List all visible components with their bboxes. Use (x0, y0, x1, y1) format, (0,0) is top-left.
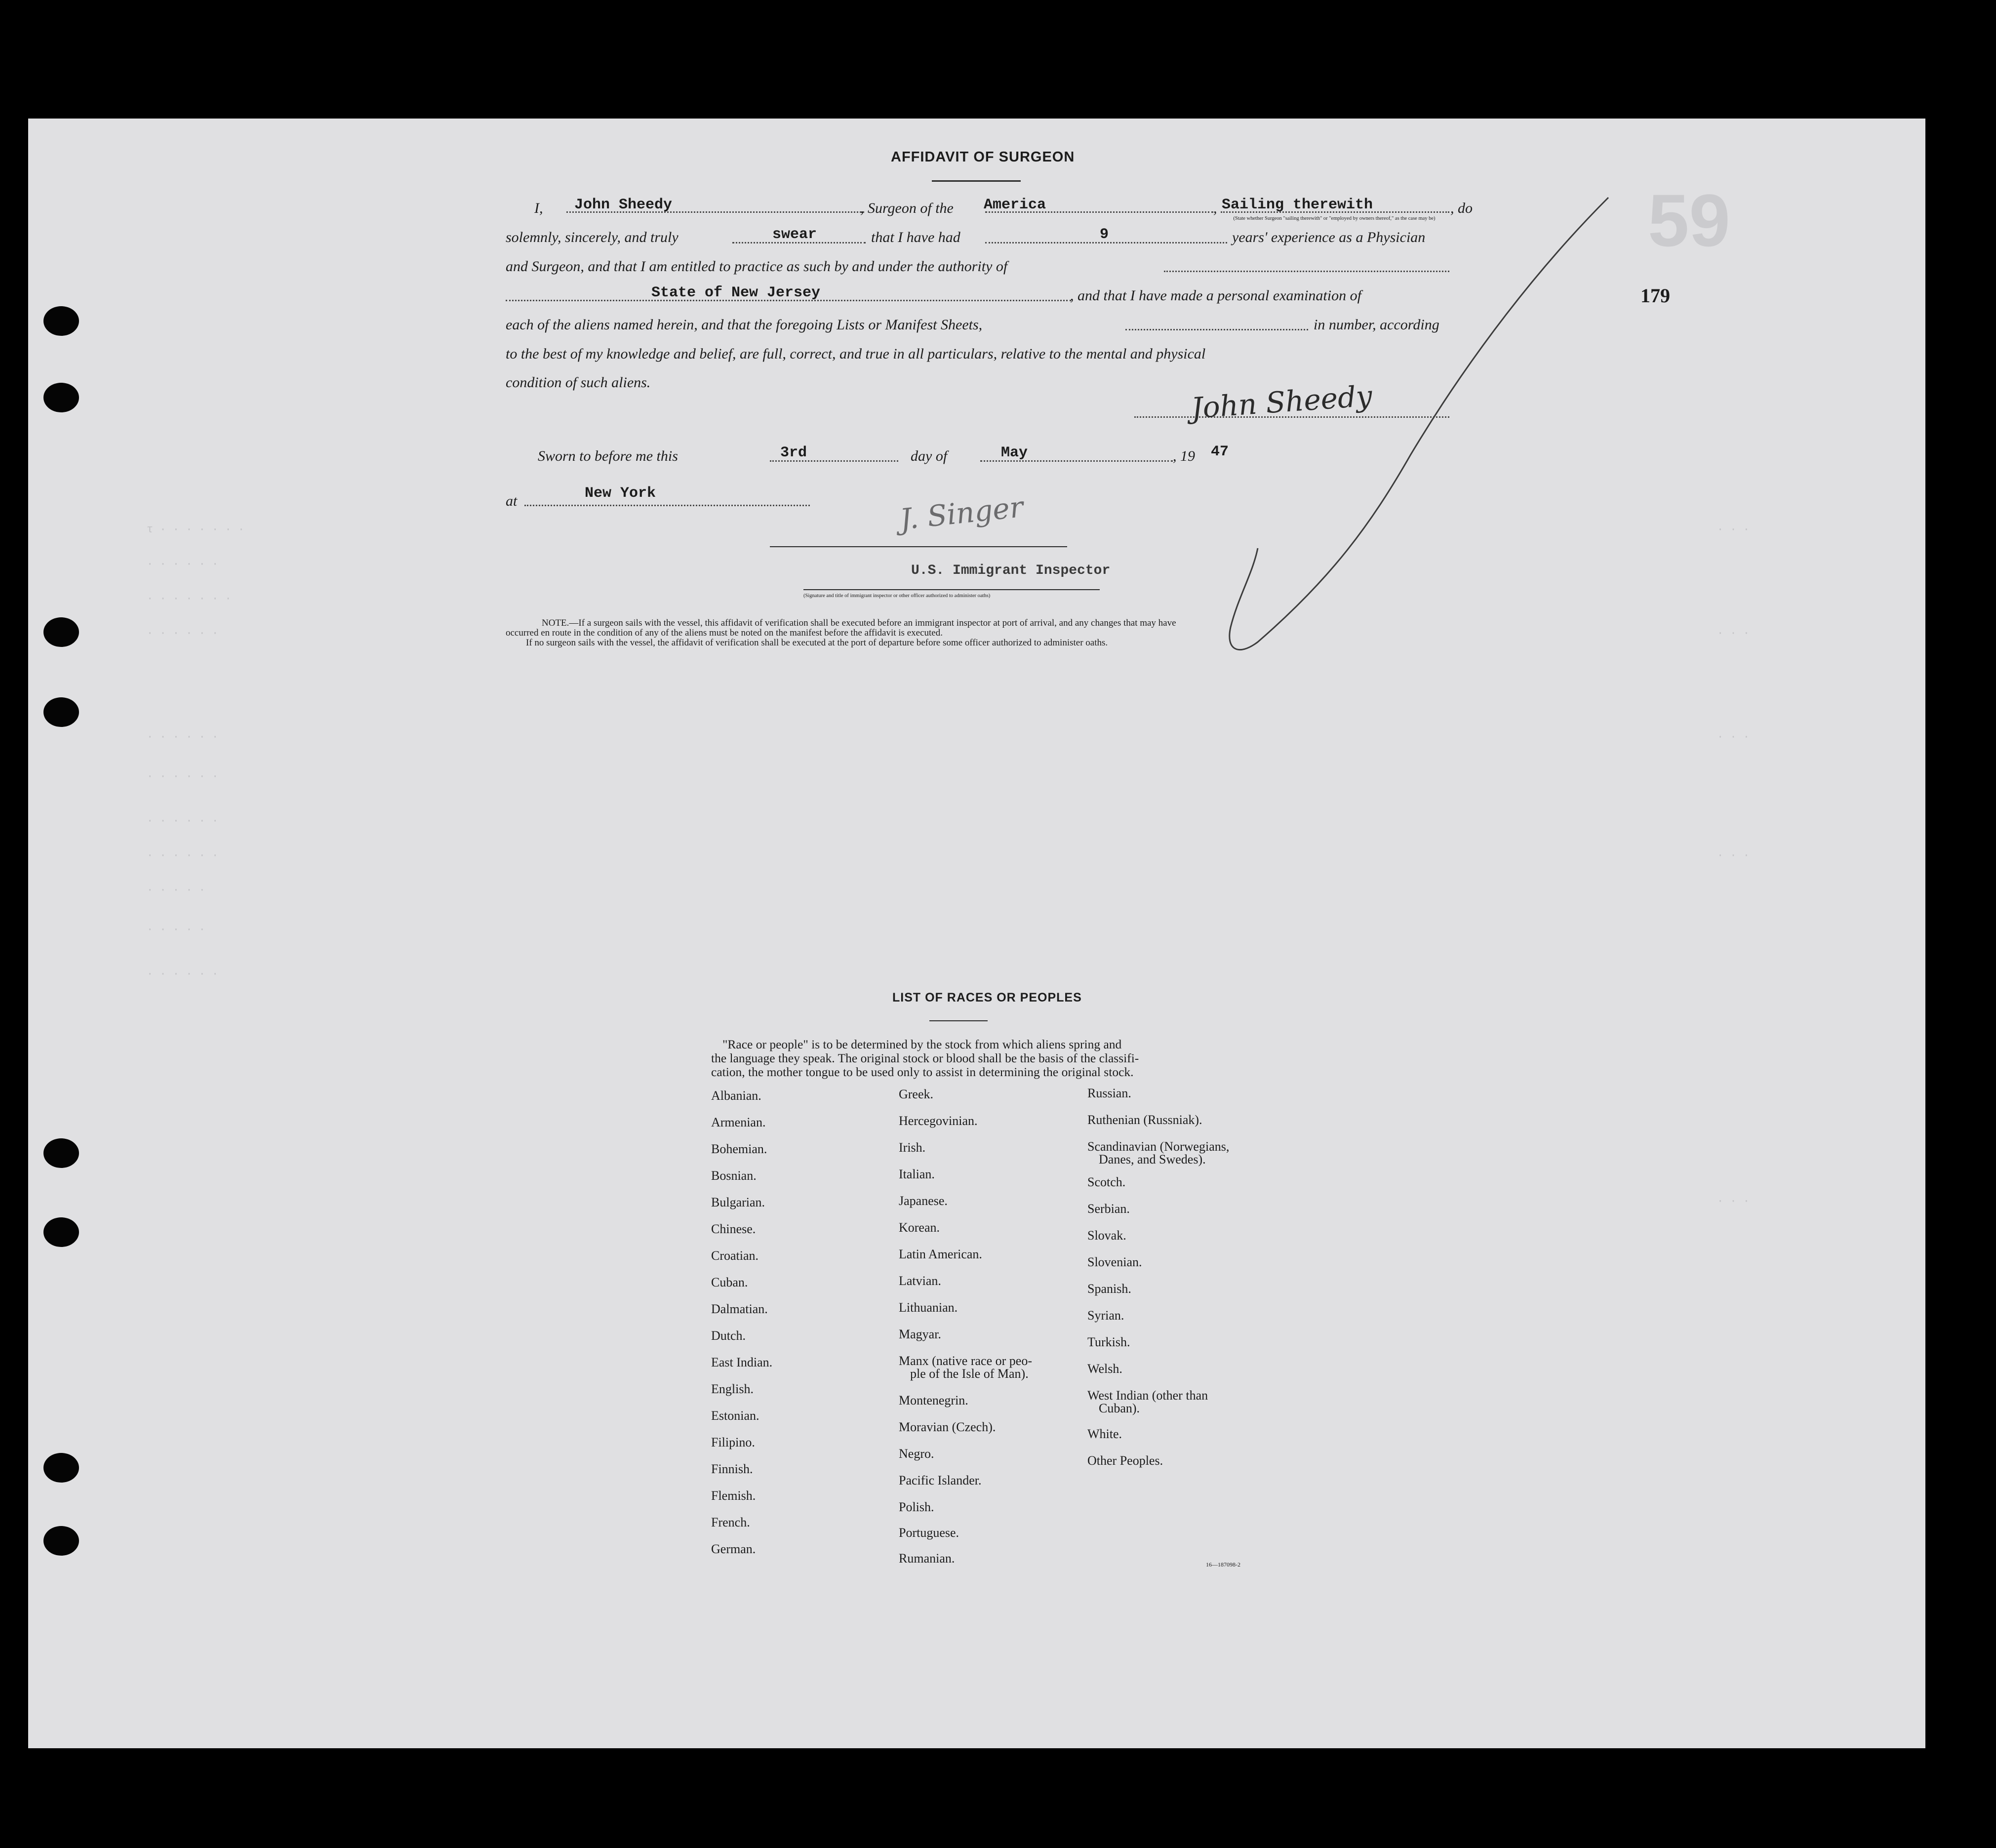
race-item: Bohemian. (711, 1142, 767, 1156)
show-through-text: · · · (1717, 731, 1750, 743)
place-line (524, 505, 810, 506)
at-prefix: at (506, 493, 518, 509)
show-through-text: · · · · · (147, 924, 205, 936)
surgeon-signature: John Sheedy (1190, 379, 1373, 425)
line2-prefix: solemnly, sincerely, and truly (506, 229, 679, 245)
race-item: Italian. (899, 1167, 935, 1181)
affidavit-title: AFFIDAVIT OF SURGEON (891, 149, 1075, 165)
punch-hole (43, 1526, 79, 1556)
races-title: LIST OF RACES OR PEOPLES (892, 991, 1082, 1004)
race-item: ple of the Isle of Man). (910, 1366, 1029, 1381)
race-item: Croatian. (711, 1248, 759, 1263)
race-item: Scotch. (1087, 1175, 1126, 1189)
line5-suffix: in number, according (1314, 317, 1439, 333)
vessel-name: America (984, 197, 1046, 213)
race-item: Slovenian. (1087, 1255, 1142, 1269)
race-item: Dutch. (711, 1328, 746, 1343)
race-item: Turkish. (1087, 1335, 1130, 1349)
race-item: Serbian. (1087, 1202, 1130, 1216)
race-item: Latvian. (899, 1274, 941, 1288)
race-item: Rumanian. (899, 1551, 955, 1566)
race-item: Bulgarian. (711, 1195, 765, 1209)
show-through-text: · · · · · · (147, 770, 219, 783)
race-item: Korean. (899, 1220, 940, 1235)
race-item: Pacific Islander. (899, 1473, 982, 1487)
race-item: Polish. (899, 1500, 934, 1514)
race-item: Manx (native race or peo- (899, 1354, 1032, 1368)
punch-hole (43, 383, 79, 412)
race-item: Finnish. (711, 1462, 753, 1476)
show-through-text: · · · · · · · (147, 593, 232, 605)
title-underline (932, 180, 1021, 182)
line2-middle: that I have had (871, 229, 960, 245)
races-intro-line-3: cation, the mother tongue to be used only to assist in determining the original stock. (711, 1065, 1134, 1079)
inspector-signature: J. Singer (898, 490, 1025, 536)
years-experience: 9 (1100, 226, 1109, 243)
show-through-text: · · · · · · (147, 968, 219, 980)
race-item: West Indian (other than (1087, 1388, 1208, 1403)
line1-surgeon-of: , Surgeon of the (860, 200, 954, 216)
race-item: Cuban). (1099, 1401, 1140, 1415)
sworn-year-prefix: , 19 (1173, 448, 1195, 464)
race-item: Dalmatian. (711, 1302, 768, 1316)
note-line-2: occurred en route in the condition of any of the aliens must be noted on the manifest before the affidavit is executed. (506, 628, 943, 638)
line4-suffix: , and that I have made a personal examination of (1070, 287, 1361, 304)
inspector-title-line (803, 589, 1100, 590)
race-item: Spanish. (1087, 1282, 1131, 1296)
line2-suffix: years' experience as a Physician (1232, 229, 1426, 245)
sworn-place: New York (585, 485, 656, 502)
page-number: 179 (1640, 284, 1670, 307)
punch-hole (43, 697, 79, 727)
licensing-authority: State of New Jersey (651, 284, 821, 301)
race-item: Irish. (899, 1140, 926, 1155)
note-line-1: NOTE.—If a surgeon sails with the vessel, this affidavit of verification shall be executed before an immigrant inspector at port of arrival, and any changes that may have (542, 618, 1176, 628)
race-item: Armenian. (711, 1115, 766, 1129)
races-title-underline (929, 1020, 988, 1021)
punch-hole (43, 1138, 79, 1168)
punch-hole (43, 1217, 79, 1247)
race-item: German. (711, 1542, 756, 1556)
stamp-number: 59 (1648, 179, 1730, 262)
sworn-year: 47 (1211, 443, 1229, 460)
show-through-text: τ · · · · · · · (147, 523, 245, 536)
show-through-text: · · · (1717, 627, 1750, 640)
line1-prefix: I, (534, 200, 543, 216)
race-item: Greek. (899, 1087, 934, 1101)
surgeon-capacity: Sailing therewith (1222, 197, 1373, 213)
race-item: Hercegovinian. (899, 1114, 978, 1128)
race-item: Moravian (Czech). (899, 1420, 996, 1434)
race-item: Syrian. (1087, 1308, 1124, 1323)
oath-word: swear (772, 226, 817, 243)
race-item: Bosnian. (711, 1168, 757, 1183)
punch-hole (43, 1453, 79, 1483)
race-item: Japanese. (899, 1194, 948, 1208)
race-item: East Indian. (711, 1355, 773, 1369)
pen-stroke (1164, 168, 1638, 662)
races-intro-line-2: the language they speak. The original stock or blood shall be the basis of the classifi- (711, 1051, 1139, 1065)
race-item: Montenegrin. (899, 1393, 968, 1407)
sworn-day: 3rd (780, 444, 807, 461)
line7-text: condition of such aliens. (506, 374, 651, 391)
race-item: Cuban. (711, 1275, 748, 1289)
punch-hole (43, 306, 79, 336)
race-item: French. (711, 1515, 750, 1529)
race-item: Albanian. (711, 1088, 761, 1103)
race-item: Latin American. (899, 1247, 982, 1261)
sworn-prefix: Sworn to before me this (538, 448, 678, 464)
sworn-month: May (1001, 444, 1028, 461)
race-item: Magyar. (899, 1327, 941, 1341)
race-item: White. (1087, 1427, 1122, 1441)
inspector-title: U.S. Immigrant Inspector (911, 563, 1111, 578)
race-item: Filipino. (711, 1435, 755, 1449)
show-through-text: · · · · · (147, 884, 205, 896)
note-line-3: If no surgeon sails with the vessel, the affidavit of verification shall be executed at the port of departure before some officer authorized to administer oaths. (526, 638, 1108, 648)
race-item: Welsh. (1087, 1362, 1122, 1376)
race-item: Portuguese. (899, 1526, 959, 1540)
show-through-text: · · · (1717, 1195, 1750, 1207)
line1-comma: , (1213, 200, 1217, 216)
race-item: Other Peoples. (1087, 1453, 1163, 1468)
inspector-signature-line (770, 546, 1067, 547)
race-item: Ruthenian (Russniak). (1087, 1113, 1202, 1127)
show-through-text: · · · · · · (147, 849, 219, 862)
show-through-text: · · · · · · (147, 627, 219, 640)
punch-hole (43, 617, 79, 647)
show-through-text: · · · (1717, 849, 1750, 862)
line6-text: to the best of my knowledge and belief, are full, correct, and true in all particulars, relative to the mental and physical (506, 346, 1206, 362)
line3-text: and Surgeon, and that I am entitled to practice as such by and under the authority of (506, 258, 1008, 275)
race-item: Negro. (899, 1446, 934, 1461)
show-through-text: · · · · · · (147, 731, 219, 743)
races-intro-line-1: "Race or people" is to be determined by the stock from which aliens spring and (722, 1037, 1122, 1051)
form-code: 16—187098-2 (1206, 1561, 1240, 1568)
show-through-text: · · · · · · (147, 558, 219, 570)
race-item: Flemish. (711, 1488, 756, 1503)
surgeon-name: John Sheedy (574, 197, 673, 213)
race-item: English. (711, 1382, 754, 1396)
race-item: Lithuanian. (899, 1300, 958, 1315)
manifest-page (28, 119, 1925, 1748)
capacity-hint: (State whether Surgeon "sailing therewith" or "employed by owners thereof," as the case may be) (1233, 216, 1436, 221)
inspector-caption: (Signature and title of immigrant inspector or other officer authorized to administer oaths) (803, 593, 991, 599)
race-item: Slovak. (1087, 1228, 1126, 1243)
sworn-day-of: day of (911, 448, 948, 464)
show-through-text: · · · (1717, 523, 1750, 536)
race-item: Russian. (1087, 1086, 1131, 1100)
race-item: Scandinavian (Norwegians, (1087, 1139, 1230, 1154)
race-item: Chinese. (711, 1222, 756, 1236)
show-through-text: · · · · · · (147, 815, 219, 827)
race-item: Danes, and Swedes). (1099, 1152, 1206, 1166)
race-item: Estonian. (711, 1408, 759, 1423)
line1-suffix: , do (1450, 200, 1473, 216)
line5-prefix: each of the aliens named herein, and that the foregoing Lists or Manifest Sheets, (506, 317, 983, 333)
